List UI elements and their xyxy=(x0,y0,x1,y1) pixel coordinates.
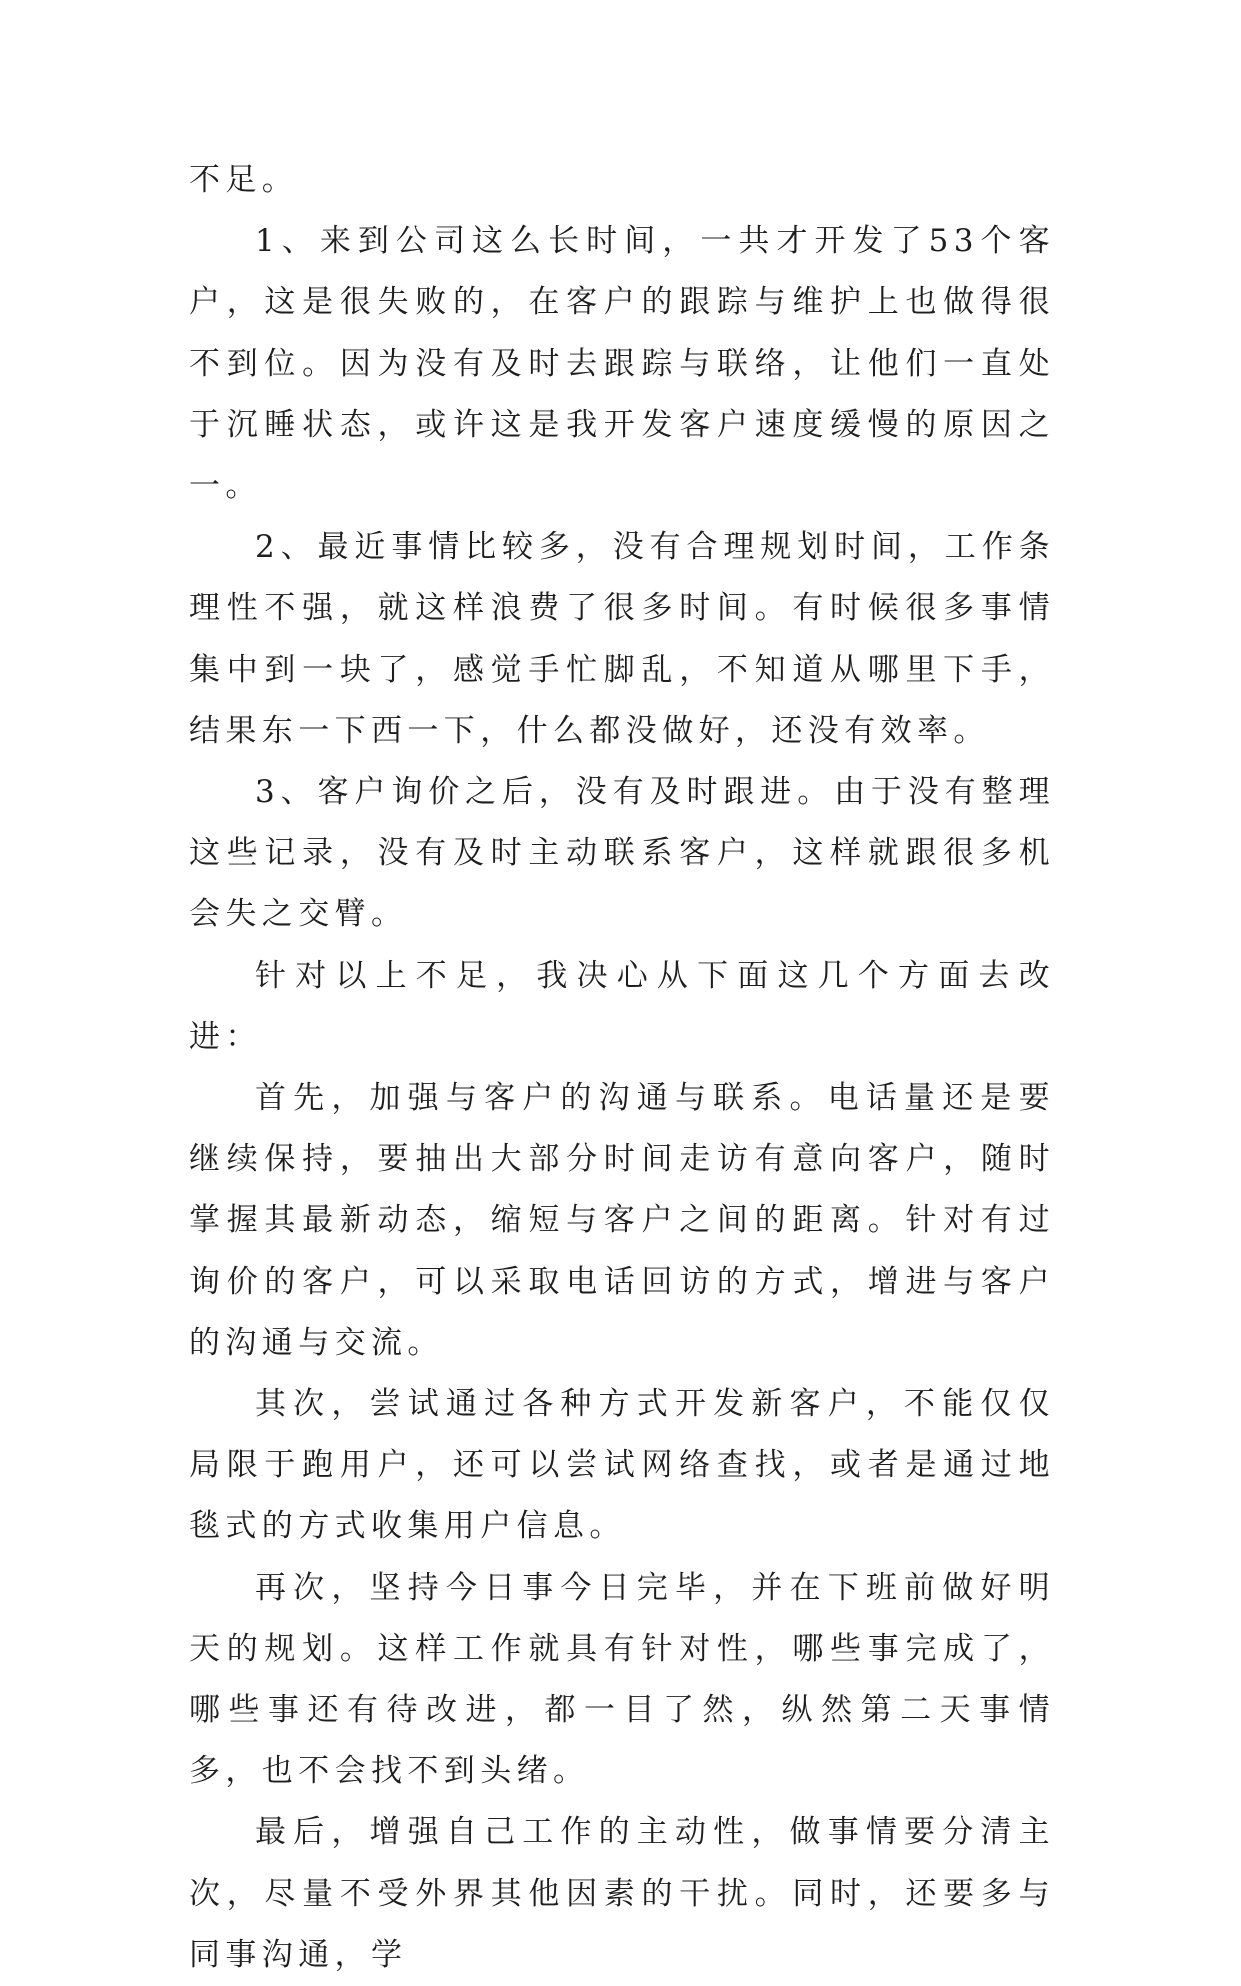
paragraph-improvement-intro: 针对以上不足，我决心从下面这几个方面去改进： xyxy=(189,957,1055,1055)
paragraph-item-2: 2、最近事情比较多，没有合理规划时间，工作条理性不强，就这样浪费了很多时间。有时候很多事情集中到一块了，感觉手忙脚乱，不知道从哪里下手，结果东一下西一下，什么都没做好，还没有效率。 xyxy=(189,529,1055,749)
paragraph-first: 首先，加强与客户的沟通与联系。电话量还是要继续保持，要抽出大部分时间走访有意向客户，随时掌握其最新动态，缩短与客户之间的距离。针对有过询价的客户，可以采取电话回访的方式，增进与客户的沟通与交流。 xyxy=(189,1080,1055,1361)
paragraph-last: 最后，增强自己工作的主动性，做事情要分清主次，尽量不受外界其他因素的干扰。同时，还要多与同事沟通，学 xyxy=(189,1814,1055,1973)
paragraph-second: 其次，尝试通过各种方式开发新客户，不能仅仅局限于跑用户，还可以尝试网络查找，或者是通过地毯式的方式收集用户信息。 xyxy=(189,1386,1055,1545)
paragraph-continuation: 不足。 xyxy=(189,162,299,198)
document-page xyxy=(189,150,1055,1986)
paragraph-item-1: 1、来到公司这么长时间，一共才开发了53个客户，这是很失败的，在客户的跟踪与维护上也做得很不到位。因为没有及时去跟踪与联络，让他们一直处于沉睡状态，或许这是我开发客户速度缓慢的原因之一。 xyxy=(189,223,1055,505)
paragraph-item-3: 3、客户询价之后，没有及时跟进。由于没有整理这些记录，没有及时主动联系客户，这样就跟很多机会失之交臂。 xyxy=(189,774,1055,933)
paragraph-third: 再次，坚持今日事今日完毕，并在下班前做好明天的规划。这样工作就具有针对性，哪些事完成了，哪些事还有待改进，都一目了然，纵然第二天事情多，也不会找不到头绪。 xyxy=(189,1569,1055,1790)
